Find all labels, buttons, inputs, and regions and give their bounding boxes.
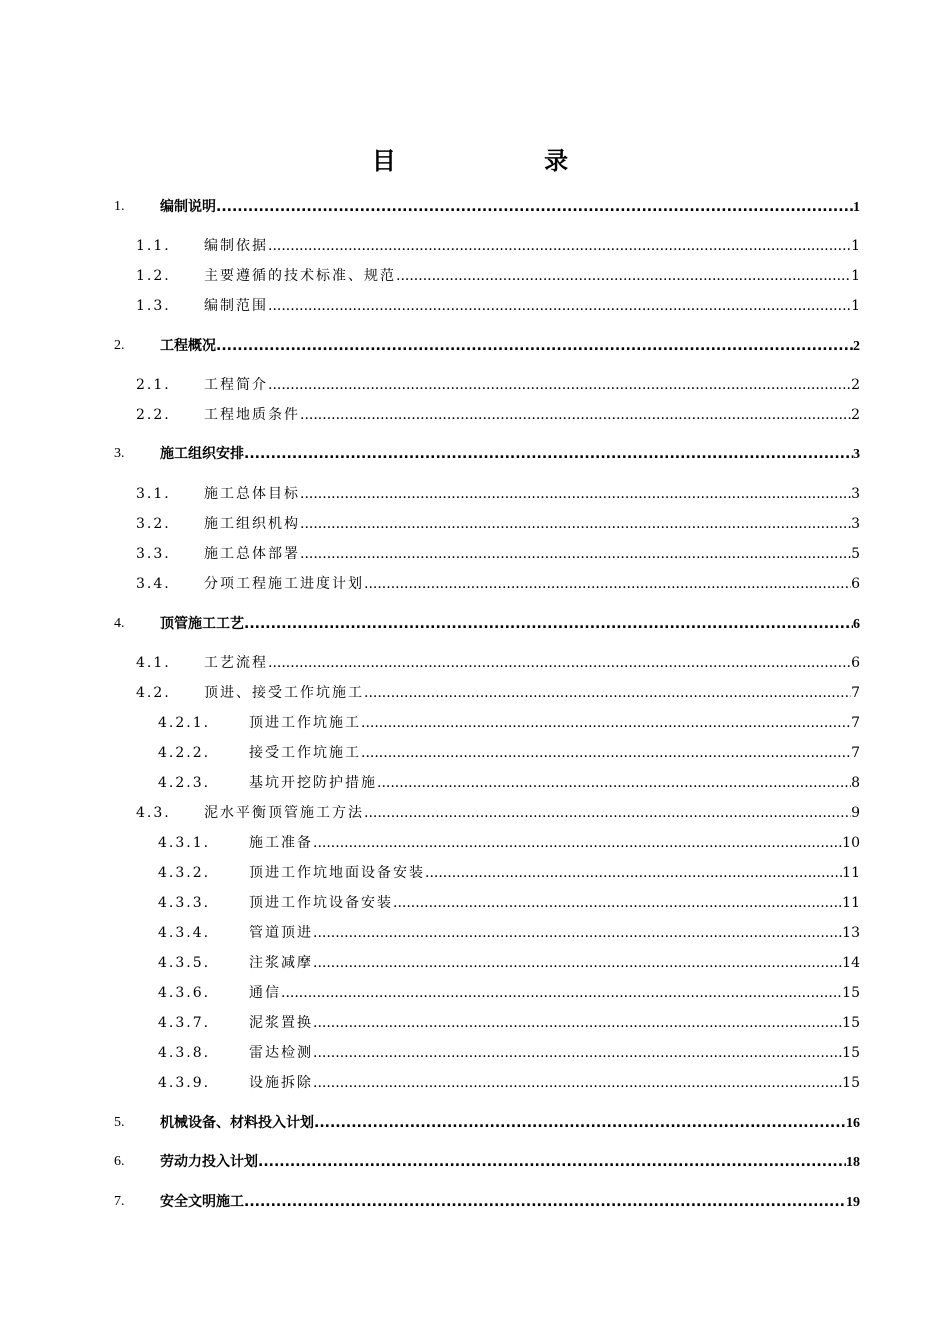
toc-dot-leader (300, 404, 851, 426)
toc-entry-line (249, 1012, 860, 1034)
toc-entry-level-3[interactable] (0, 1072, 950, 1094)
toc-entry-line (204, 483, 860, 505)
toc-dot-leader (244, 443, 853, 465)
toc-entry-line (160, 1112, 860, 1135)
toc-dot-leader (364, 802, 851, 824)
toc-entry-line (249, 922, 860, 944)
toc-entry-page-number: 7 (851, 685, 860, 701)
toc-entry-level-1[interactable] (0, 1151, 950, 1173)
toc-dot-leader (393, 892, 842, 914)
toc-dot-leader (300, 483, 851, 505)
toc-entry-line (249, 1072, 860, 1094)
toc-entry-label: 机械设备、材料投入计划 (160, 1115, 314, 1131)
toc-entry-line (204, 295, 860, 317)
toc-dot-leader (396, 265, 851, 287)
toc-entry-number: 3.3. (136, 546, 171, 562)
toc-entry-line (204, 513, 860, 535)
toc-entry-number: 4.2.3. (158, 775, 211, 791)
toc-entry-level-2[interactable] (0, 265, 950, 287)
toc-entry-level-3[interactable] (0, 862, 950, 884)
toc-entry-page-number: 6 (851, 655, 860, 671)
toc-entry-page-number: 2 (853, 339, 860, 354)
toc-entry-label: 工程简介 (204, 377, 268, 393)
toc-entry-label: 施工准备 (249, 835, 313, 851)
toc-entry-line (204, 265, 860, 287)
toc-entry-label: 注浆减摩 (249, 955, 313, 971)
toc-entry-page-number: 1 (851, 238, 860, 254)
toc-entry-page-number: 2 (851, 407, 860, 423)
toc-entry-level-3[interactable] (0, 832, 950, 854)
toc-entry-number: 4.3.6. (158, 985, 211, 1001)
toc-entry-number: 4.3.9. (158, 1075, 211, 1091)
toc-entry-label: 施工总体目标 (204, 486, 300, 502)
toc-entry-level-3[interactable] (0, 952, 950, 974)
toc-entry-label: 顶进工作坑设备安装 (249, 895, 393, 911)
toc-dot-leader (268, 652, 851, 674)
toc-entry-line (204, 802, 860, 824)
toc-entry-level-3[interactable] (0, 712, 950, 734)
toc-entry-number: 1.2. (136, 268, 171, 284)
toc-entry-page-number: 6 (851, 576, 860, 592)
toc-entry-level-3[interactable] (0, 772, 950, 794)
toc-entry-number: 2.2. (136, 407, 171, 423)
toc-dot-leader (361, 712, 851, 734)
toc-entry-page-number: 10 (842, 835, 860, 851)
toc-entry-label: 泥水平衡顶管施工方法 (204, 805, 364, 821)
toc-entry-number: 3.1. (136, 486, 171, 502)
toc-entry-label: 设施拆除 (249, 1075, 313, 1091)
toc-entry-level-3[interactable] (0, 982, 950, 1004)
toc-entry-label: 顶进、接受工作坑施工 (204, 685, 364, 701)
toc-entry-page-number: 15 (842, 1045, 860, 1061)
toc-entry-number: 4.3.2. (158, 865, 211, 881)
toc-entry-label: 施工组织机构 (204, 516, 300, 532)
toc-entry-level-1[interactable] (0, 1112, 950, 1134)
toc-entry-number: 6. (114, 1154, 125, 1169)
toc-entry-level-2[interactable] (0, 483, 950, 505)
toc-entry-page-number: 1 (851, 298, 860, 314)
toc-entry-number: 4.3.4. (158, 925, 211, 941)
toc-entry-label: 编制范围 (204, 298, 268, 314)
toc-entry-label: 基坑开挖防护措施 (249, 775, 377, 791)
toc-entry-line (160, 1151, 860, 1174)
toc-dot-leader (268, 374, 851, 396)
toc-dot-leader (258, 1151, 846, 1173)
toc-entry-level-2[interactable] (0, 802, 950, 824)
toc-entry-page-number: 15 (842, 1075, 860, 1091)
toc-entry-number: 3.4. (136, 576, 171, 592)
toc-entry-level-1[interactable] (0, 1191, 950, 1213)
toc-entry-line (249, 982, 860, 1004)
toc-dot-leader (313, 1012, 842, 1034)
toc-entry-label: 顶管施工工艺 (160, 616, 244, 632)
toc-entry-level-1[interactable] (0, 196, 950, 218)
toc-entry-number: 1. (114, 199, 125, 214)
toc-entry-level-2[interactable] (0, 404, 950, 426)
toc-entry-line (249, 742, 860, 764)
toc-dot-leader (268, 235, 851, 257)
toc-entry-line (160, 1191, 860, 1214)
toc-entry-number: 1.1. (136, 238, 171, 254)
toc-entry-page-number: 15 (842, 985, 860, 1001)
toc-entry-label: 编制依据 (204, 238, 268, 254)
toc-entry-number: 1.3. (136, 298, 171, 314)
toc-entry-number: 3.2. (136, 516, 171, 532)
toc-entry-page-number: 18 (846, 1155, 860, 1170)
toc-dot-leader (281, 982, 842, 1004)
toc-entry-line (160, 335, 860, 358)
toc-entry-line (249, 832, 860, 854)
toc-entry-level-2[interactable] (0, 652, 950, 674)
toc-entry-number: 2. (114, 338, 125, 353)
toc-entry-level-2[interactable] (0, 543, 950, 565)
toc-entry-level-2[interactable] (0, 682, 950, 704)
toc-entry-page-number: 11 (842, 895, 860, 911)
toc-dot-leader (364, 682, 851, 704)
toc-entry-line (160, 613, 860, 636)
toc-dot-leader (244, 1191, 846, 1213)
toc-entry-label: 管道顶进 (249, 925, 313, 941)
toc-entry-page-number: 7 (851, 745, 860, 761)
toc-dot-leader (313, 832, 842, 854)
toc-entry-page-number: 14 (842, 955, 860, 971)
toc-entry-line (204, 543, 860, 565)
toc-entry-line (249, 1042, 860, 1064)
toc-entry-number: 3. (114, 446, 125, 461)
toc-entry-label: 安全文明施工 (160, 1194, 244, 1210)
toc-entry-page-number: 7 (851, 715, 860, 731)
toc-entry-number: 4.2.2. (158, 745, 211, 761)
toc-dot-leader (425, 862, 842, 884)
toc-dot-leader (361, 742, 851, 764)
toc-entry-level-1[interactable] (0, 335, 950, 357)
toc-entry-label: 雷达检测 (249, 1045, 313, 1061)
toc-entry-label: 施工总体部署 (204, 546, 300, 562)
toc-entry-level-3[interactable] (0, 892, 950, 914)
toc-entry-line (204, 573, 860, 595)
toc-entry-page-number: 3 (851, 486, 860, 502)
toc-entry-label: 泥浆置换 (249, 1015, 313, 1031)
toc-entry-level-3[interactable] (0, 1042, 950, 1064)
toc-entry-label: 顶进工作坑地面设备安装 (249, 865, 425, 881)
toc-entry-number: 4.3.7. (158, 1015, 211, 1031)
toc-entry-page-number: 3 (851, 516, 860, 532)
toc-entry-level-3[interactable] (0, 1012, 950, 1034)
toc-dot-leader (268, 295, 851, 317)
toc-entry-number: 4.3.3. (158, 895, 211, 911)
toc-entry-number: 4.3.8. (158, 1045, 211, 1061)
toc-entry-line (160, 196, 860, 219)
toc-entry-line (204, 374, 860, 396)
toc-entry-line (249, 772, 860, 794)
toc-entry-number: 5. (114, 1115, 125, 1130)
toc-entry-number: 4.3.1. (158, 835, 211, 851)
toc-dot-leader (300, 543, 851, 565)
toc-entry-label: 工艺流程 (204, 655, 268, 671)
toc-entry-label: 顶进工作坑施工 (249, 715, 361, 731)
toc-entry-page-number: 5 (851, 546, 860, 562)
toc-entry-label: 工程地质条件 (204, 407, 300, 423)
toc-entry-level-2[interactable] (0, 374, 950, 396)
toc-entry-line (204, 682, 860, 704)
toc-entry-label: 主要遵循的技术标准、规范 (204, 268, 396, 284)
toc-entry-line (160, 443, 860, 466)
toc-entry-level-1[interactable] (0, 613, 950, 635)
toc-entry-level-2[interactable] (0, 513, 950, 535)
toc-entry-label: 分项工程施工进度计划 (204, 576, 364, 592)
toc-entry-number: 4. (114, 616, 125, 631)
toc-dot-leader (313, 1072, 842, 1094)
toc-entry-level-2[interactable] (0, 295, 950, 317)
toc-entry-level-2[interactable] (0, 235, 950, 257)
toc-entry-label: 编制说明 (160, 199, 216, 215)
toc-entry-page-number: 1 (851, 268, 860, 284)
toc-entry-line (249, 892, 860, 914)
toc-entry-number: 4.2. (136, 685, 171, 701)
toc-entry-number: 7. (114, 1194, 125, 1209)
toc-entry-level-3[interactable] (0, 922, 950, 944)
toc-entry-label: 劳动力投入计划 (160, 1154, 258, 1170)
toc-entry-line (204, 235, 860, 257)
toc-entry-number: 4.1. (136, 655, 171, 671)
toc-entry-page-number: 11 (842, 865, 860, 881)
toc-entry-line (249, 952, 860, 974)
toc-entry-level-2[interactable] (0, 573, 950, 595)
toc-entry-label: 接受工作坑施工 (249, 745, 361, 761)
toc-entry-number: 4.3. (136, 805, 171, 821)
toc-dot-leader (216, 335, 853, 357)
toc-entry-level-3[interactable] (0, 742, 950, 764)
toc-entry-number: 2.1. (136, 377, 171, 393)
toc-entry-page-number: 6 (853, 617, 860, 632)
toc-entry-page-number: 8 (851, 775, 860, 791)
toc-entry-page-number: 19 (846, 1195, 860, 1210)
toc-entry-page-number: 15 (842, 1015, 860, 1031)
toc-entry-line (204, 404, 860, 426)
toc-title: 目 录 (371, 146, 639, 175)
toc-entry-line (249, 712, 860, 734)
toc-entry-page-number: 1 (853, 200, 860, 215)
toc-entry-page-number: 9 (851, 805, 860, 821)
toc-dot-leader (313, 952, 842, 974)
toc-entry-page-number: 3 (853, 447, 860, 462)
toc-dot-leader (313, 1042, 842, 1064)
toc-entry-label: 通信 (249, 985, 281, 1001)
toc-entry-number: 4.3.5. (158, 955, 211, 971)
toc-dot-leader (314, 1112, 846, 1134)
toc-dot-leader (364, 573, 851, 595)
toc-entry-page-number: 2 (851, 377, 860, 393)
toc-dot-leader (377, 772, 851, 794)
toc-dot-leader (216, 196, 853, 218)
toc-dot-leader (313, 922, 842, 944)
toc-entry-page-number: 16 (846, 1116, 860, 1131)
toc-entry-line (204, 652, 860, 674)
toc-dot-leader (300, 513, 851, 535)
toc-entry-level-1[interactable] (0, 443, 950, 465)
toc-dot-leader (244, 613, 853, 635)
toc-entry-number: 4.2.1. (158, 715, 211, 731)
toc-entry-label: 施工组织安排 (160, 446, 244, 462)
toc-entry-page-number: 13 (842, 925, 860, 941)
toc-entry-label: 工程概况 (160, 338, 216, 354)
toc-entry-line (249, 862, 860, 884)
